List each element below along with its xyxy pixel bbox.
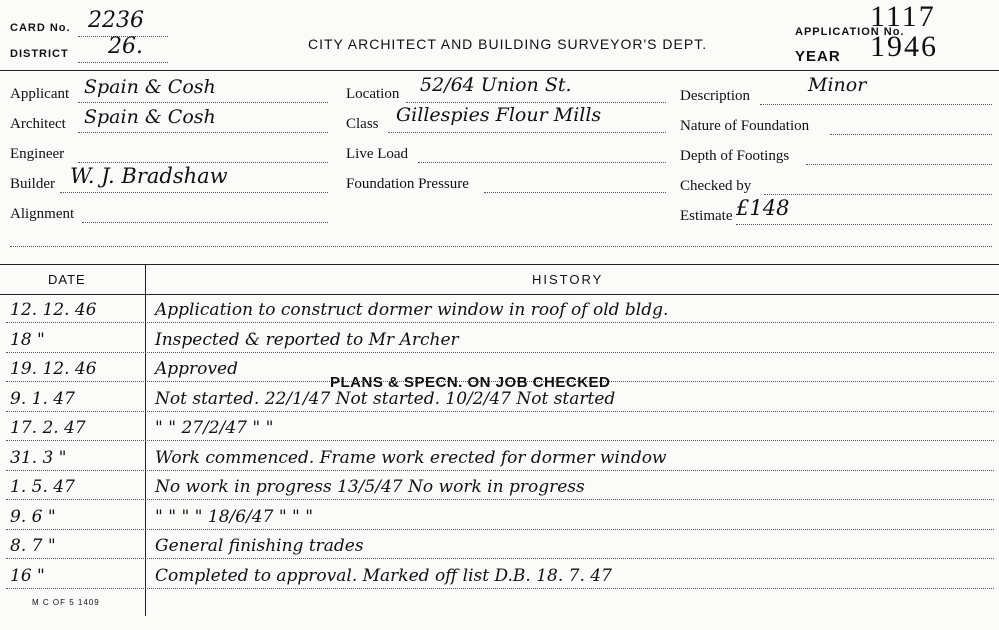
district-line <box>78 62 168 63</box>
builder-value: W. J. Bradshaw <box>70 164 228 188</box>
builder-label: Builder <box>10 176 55 192</box>
card-no-label: CARD No. <box>10 22 71 34</box>
applicant-value: Spain & Cosh <box>84 76 216 98</box>
nature-of-foundation-line <box>830 134 992 135</box>
table-top-rule <box>0 264 999 265</box>
row-history: Approved <box>155 359 238 379</box>
row-history: Completed to approval. Marked off list D.B. 18. 7. 47 <box>155 565 612 586</box>
class-label: Class <box>346 116 379 132</box>
row-history: General finishing trades <box>155 536 364 556</box>
alignment-line <box>82 222 328 223</box>
row-history: Inspected & reported to Mr Archer <box>155 329 459 350</box>
live-load-line <box>418 162 666 163</box>
header-rule <box>0 70 999 71</box>
row-date: 18 " <box>10 329 45 350</box>
row-date: 31. 3 " <box>10 447 67 468</box>
location-line <box>406 102 666 103</box>
row-date: 9. 6 " <box>10 506 56 527</box>
description-value: Minor <box>808 74 867 96</box>
application-no-value: 1117 <box>870 0 936 33</box>
blank-line <box>10 246 992 247</box>
history-header: HISTORY <box>532 272 604 287</box>
architect-label: Architect <box>10 116 66 132</box>
alignment-label: Alignment <box>10 206 75 222</box>
foundation-pressure-line <box>484 192 666 193</box>
depth-of-footings-label: Depth of Footings <box>680 148 790 164</box>
class-value: Gillespies Flour Mills <box>396 104 602 126</box>
location-value: 52/64 Union St. <box>420 74 572 96</box>
description-line <box>760 104 992 105</box>
row-line <box>6 322 994 323</box>
class-line <box>388 132 666 133</box>
nature-of-foundation-label: Nature of Foundation <box>680 118 810 134</box>
row-line <box>6 529 994 530</box>
checked-stamp: PLANS & SPECN. ON JOB CHECKED <box>330 374 611 391</box>
row-line <box>6 558 994 559</box>
row-history: Application to construct dormer window in roof of old bldg. <box>155 300 669 320</box>
row-history: " " 27/2/47 " " <box>155 418 274 438</box>
applicant-line <box>78 102 328 103</box>
card-no-value: 2236 <box>88 8 144 33</box>
table-header-rule <box>0 294 999 295</box>
row-history: Not started. 22/1/47 Not started. 10/2/47 Not started <box>155 388 616 409</box>
row-line <box>6 588 994 589</box>
engineer-label: Engineer <box>10 146 65 162</box>
row-date: 16 " <box>10 565 45 586</box>
district-label: DISTRICT <box>10 48 69 60</box>
architect-line <box>78 132 328 133</box>
depth-of-footings-line <box>806 164 992 165</box>
date-header: DATE <box>48 272 86 287</box>
row-date: 9. 1. 47 <box>10 388 75 409</box>
row-date: 12. 12. 46 <box>10 300 97 320</box>
estimate-label: Estimate <box>680 208 733 224</box>
year-label: YEAR <box>795 48 841 65</box>
district-value: 26. <box>108 34 143 59</box>
live-load-label: Live Load <box>346 146 409 162</box>
row-history: Work commenced. Frame work erected for dormer window <box>155 447 667 468</box>
row-line <box>6 470 994 471</box>
location-label: Location <box>346 86 400 102</box>
dept-title: CITY ARCHITECT AND BUILDING SURVEYOR'S DEPT. <box>308 36 708 52</box>
builder-line <box>60 192 328 193</box>
row-history: " " " " 18/6/47 " " " <box>155 506 314 527</box>
row-line <box>6 352 994 353</box>
row-line <box>6 411 994 412</box>
row-date: 1. 5. 47 <box>10 477 75 497</box>
year-value: 1946 <box>870 30 938 63</box>
applicant-label: Applicant <box>10 86 70 102</box>
row-line <box>6 440 994 441</box>
engineer-line <box>78 162 328 163</box>
form-number: M C OF 5 1409 <box>32 598 100 607</box>
row-date: 17. 2. 47 <box>10 418 86 438</box>
foundation-pressure-label: Foundation Pressure <box>346 176 469 192</box>
row-date: 8. 7 " <box>10 536 56 556</box>
estimate-line <box>736 224 992 225</box>
architect-value: Spain & Cosh <box>84 106 216 128</box>
row-date: 19. 12. 46 <box>10 359 97 379</box>
row-line <box>6 499 994 500</box>
row-history: No work in progress 13/5/47 No work in progress <box>155 477 585 497</box>
description-label: Description <box>680 88 750 104</box>
checked-by-line <box>764 194 992 195</box>
checked-by-label: Checked by <box>680 178 752 194</box>
estimate-value: £148 <box>736 196 790 220</box>
application-no-label: APPLICATION No. <box>795 26 905 38</box>
